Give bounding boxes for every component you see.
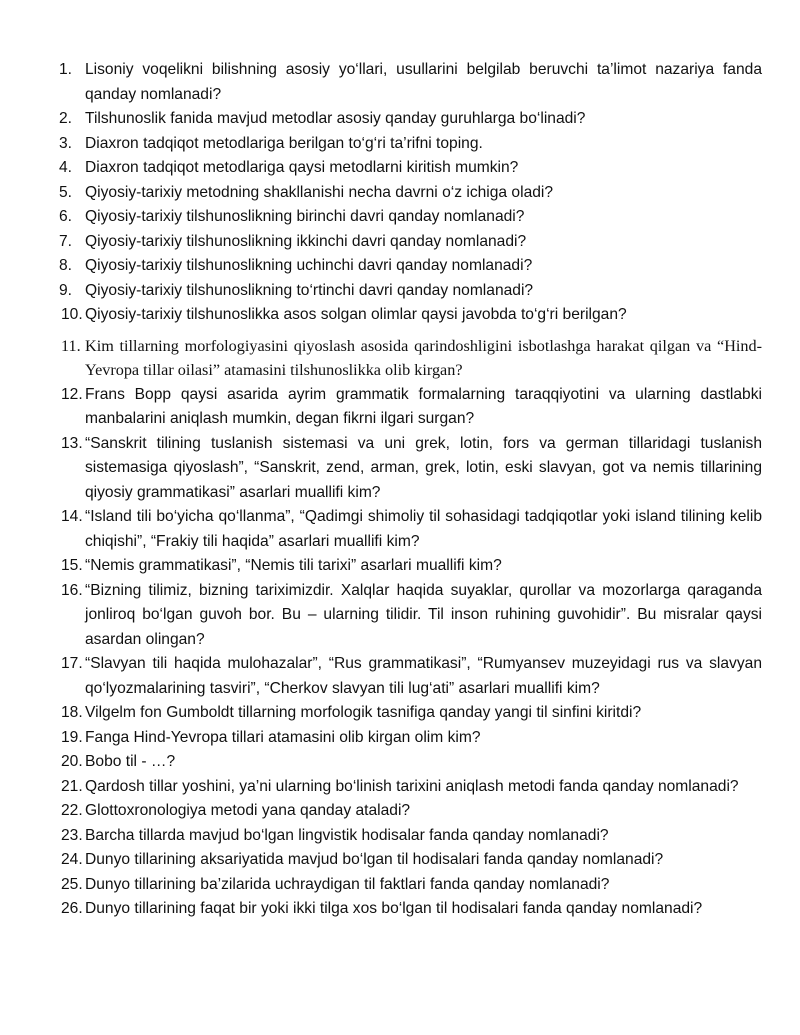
question-number: 3. bbox=[59, 134, 73, 152]
question-number: 15. bbox=[61, 557, 83, 574]
question-item bbox=[61, 824, 762, 849]
question-text: Dunyo tillarining aksariyatida mavjud bo‘lgan til hodisalari fanda qanday nomlanadi? bbox=[85, 851, 664, 868]
question-item bbox=[61, 579, 762, 653]
question-item bbox=[61, 303, 762, 328]
question-number: 16. bbox=[61, 581, 83, 599]
question-number: 18. bbox=[61, 704, 83, 721]
question-number: 25. bbox=[61, 875, 83, 893]
question-number: 6. bbox=[59, 208, 73, 225]
question-number: 19. bbox=[61, 728, 83, 746]
question-text: Frans Bopp qaysi asarida ayrim grammatik formalarning taraqqiyotini va ularning dastlabki manbalarini aniqlash mumkin, degan fikrni ilgari surgan? bbox=[85, 385, 762, 427]
question-item bbox=[59, 107, 762, 132]
question-text: Kim tillarning morfologiyasini qiyoslash asosida qarindoshligini isbotlashga harakat qilgan va “Hind-Yevropa tillar oilasi” atamasini tilshunoslikka olib kirgan? bbox=[85, 336, 762, 379]
question-text: Qiyosiy-tarixiy metodning shakllanishi necha davrni o‘z ichiga oladi? bbox=[85, 183, 554, 201]
question-number: 24. bbox=[61, 851, 83, 868]
question-text: Bobo til - …? bbox=[85, 753, 176, 770]
question-number: 1. bbox=[59, 61, 73, 78]
question-text: Qiyosiy-tarixiy tilshunoslikning uchinchi davri qanday nomlanadi? bbox=[85, 257, 533, 274]
question-item bbox=[61, 750, 762, 775]
question-text: Qiyosiy-tarixiy tilshunoslikning to‘rtinchi davri qanday nomlanadi? bbox=[85, 281, 534, 299]
question-item bbox=[59, 205, 762, 230]
question-number: 11. bbox=[61, 336, 81, 355]
question-item bbox=[59, 254, 762, 279]
document-page bbox=[0, 58, 800, 922]
question-number: 12. bbox=[61, 385, 83, 403]
question-text: “Bizning tilimiz, bizning tariximizdir. Xalqlar haqida suyaklar, qurollar va mozorlarga qaraganda jonliroq bo‘lgan guvoh bor. Bu – ularning tilidir. Til inson ruhining guvohidir”. Bu misralar qaysi asardan olingan? bbox=[85, 581, 762, 648]
question-text: Barcha tillarda mavjud bo‘lgan lingvistik hodisalar fanda qanday nomlanadi? bbox=[85, 826, 609, 844]
question-text: “Slavyan tili haqida mulohazalar”, “Rus grammatikasi”, “Rumyansev muzeyidagi rus va slavyan qo‘lyozmalarining tasviri”, “Cherkov slavyan tili lug‘ati” asarlari muallifi kim? bbox=[85, 655, 762, 697]
question-item bbox=[61, 383, 762, 432]
question-list bbox=[0, 58, 800, 922]
question-item bbox=[59, 279, 762, 304]
question-text: “Island tili bo‘yicha qo‘llanma”, “Qadimgi shimoliy til sohasidagi tadqiqotlar yoki island tilining kelib chiqishi”, “Frakiy tili haqida” asarlari muallifi kim? bbox=[85, 508, 762, 550]
question-number: 2. bbox=[59, 110, 73, 127]
question-item bbox=[61, 701, 762, 726]
question-number: 8. bbox=[59, 257, 73, 274]
question-item bbox=[61, 554, 762, 579]
question-text: Qardosh tillar yoshini, ya’ni ularning bo‘linish tarixini aniqlash metodi fanda qanday nomlanadi? bbox=[85, 777, 739, 795]
question-text: Qiyosiy-tarixiy tilshunoslikka asos solgan olimlar qaysi javobda to‘g‘ri berilgan? bbox=[85, 306, 627, 323]
question-number: 22. bbox=[61, 802, 83, 819]
question-item bbox=[61, 897, 762, 922]
question-item bbox=[59, 58, 762, 107]
question-text: Diaxron tadqiqot metodlariga berilgan to‘g‘ri ta’rifni toping. bbox=[85, 134, 483, 152]
question-text: Diaxron tadqiqot metodlariga qaysi metodlarni kiritish mumkin? bbox=[85, 159, 519, 176]
question-number: 9. bbox=[59, 281, 73, 299]
question-item bbox=[61, 726, 762, 751]
question-number: 13. bbox=[61, 434, 83, 452]
question-text: “Sanskrit tilining tuslanish sistemasi va uni grek, lotin, fors va german tillaridagi tuslanish sistemasiga qiyoslash”, “Sanskrit, zend, arman, grek, lotin, eski slavyan, got va nemis tillarining qiyosiy grammatikasi” asarlari muallifi kim? bbox=[85, 434, 762, 501]
question-number: 26. bbox=[61, 900, 83, 917]
question-item bbox=[61, 873, 762, 898]
question-text: Dunyo tillarining faqat bir yoki ikki tilga xos bo‘lgan til hodisalari fanda qanday nomlanadi? bbox=[85, 900, 703, 917]
question-text: Qiyosiy-tarixiy tilshunoslikning ikkinchi davri qanday nomlanadi? bbox=[85, 232, 527, 250]
question-number: 17. bbox=[61, 655, 83, 672]
question-item bbox=[61, 799, 762, 824]
question-item bbox=[61, 505, 762, 554]
question-number: 10. bbox=[61, 306, 83, 323]
question-item bbox=[61, 652, 762, 701]
question-number: 23. bbox=[61, 826, 83, 844]
question-number: 21. bbox=[61, 777, 83, 795]
question-item bbox=[61, 848, 762, 873]
question-item bbox=[61, 432, 762, 506]
question-text: Lisoniy voqelikni bilishning asosiy yo‘llari, usullarini belgilab beruvchi ta’limot nazariya fanda qanday nomlanadi? bbox=[85, 61, 762, 103]
question-item bbox=[59, 230, 762, 255]
question-text: Dunyo tillarining ba’zilarida uchraydigan til faktlari fanda qanday nomlanadi? bbox=[85, 875, 610, 893]
question-text: Qiyosiy-tarixiy tilshunoslikning birinchi davri qanday nomlanadi? bbox=[85, 208, 525, 225]
question-item bbox=[59, 181, 762, 206]
question-number: 14. bbox=[61, 508, 83, 525]
question-number: 7. bbox=[59, 232, 73, 250]
question-text: Fanga Hind-Yevropa tillari atamasini olib kirgan olim kim? bbox=[85, 728, 481, 746]
question-item bbox=[59, 156, 762, 181]
question-text: Vilgelm fon Gumboldt tillarning morfologik tasnifiga qanday yangi til sinfini kiritdi? bbox=[85, 704, 642, 721]
question-text: Tilshunoslik fanida mavjud metodlar asosiy qanday guruhlarga bo‘linadi? bbox=[85, 110, 586, 127]
question-number: 20. bbox=[61, 753, 83, 770]
question-item bbox=[61, 775, 762, 800]
question-item bbox=[61, 334, 762, 383]
question-text: Glottoxronologiya metodi yana qanday ataladi? bbox=[85, 802, 411, 819]
question-item bbox=[59, 132, 762, 157]
question-number: 5. bbox=[59, 183, 73, 201]
question-text: “Nemis grammatikasi”, “Nemis tili tarixi” asarlari muallifi kim? bbox=[85, 557, 502, 574]
question-number: 4. bbox=[59, 159, 73, 176]
